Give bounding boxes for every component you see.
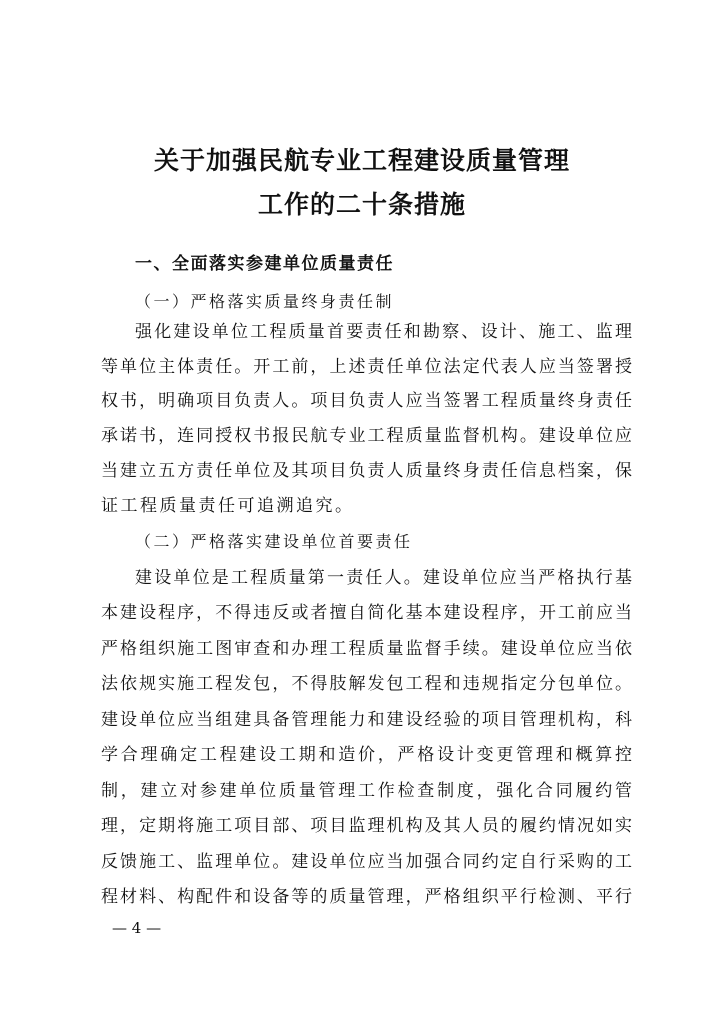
paragraph-line: 理，定期将施工项目部、项目监理机构及其人员的履约情况如实 [101, 816, 632, 836]
paragraph-line: 权书，明确项目负责人。项目负责人应当签署工程质量终身责任 [101, 391, 632, 411]
document-title-line-2: 工作的二十条措施 [257, 190, 466, 219]
paragraph-line: 反馈施工、监理单位。建设单位应当加强合同约定自行采购的工 [101, 852, 632, 872]
paragraph-line: 证工程质量责任可追溯追究。 [101, 496, 355, 516]
paragraph-line: 制，建立对参建单位质量管理工作检查制度，强化合同履约管 [101, 781, 632, 801]
paragraph-line: 严格组织施工图审查和办理工程质量监督手续。建设单位应当依 [101, 639, 632, 659]
item-heading-1: （一）严格落实质量终身责任制 [135, 292, 395, 311]
paragraph-line: 等单位主体责任。开工前，上述责任单位法定代表人应当签署授 [101, 357, 632, 377]
paragraph-line: 法依规实施工程发包，不得肢解发包工程和违规指定分包单位。 [101, 674, 632, 694]
paragraph-line: 当建立五方责任单位及其项目负责人质量终身责任信息档案，保 [101, 461, 632, 481]
section-heading: 一、全面落实参建单位质量责任 [135, 254, 394, 274]
item-heading-2: （二）严格落实建设单位首要责任 [135, 532, 413, 551]
paragraph-line: 建设单位应当组建具备管理能力和建设经验的项目管理机构，科 [101, 710, 632, 730]
paragraph-line: 学合理确定工程建设工期和造价，严格设计变更管理和概算控 [101, 745, 632, 765]
paragraph-line: 建设单位是工程质量第一责任人。建设单位应当严格执行基 [135, 568, 632, 588]
document-title-line-1: 关于加强民航专业工程建设质量管理 [153, 146, 570, 175]
paragraph-line: 强化建设单位工程质量首要责任和勘察、设计、施工、监理 [135, 322, 632, 342]
paragraph-line: 本建设程序，不得违反或者擅自简化基本建设程序，开工前应当 [101, 603, 632, 623]
paragraph-line: 程材料、构配件和设备等的质量管理，严格组织平行检测、平行 [101, 887, 632, 907]
paragraph-line: 承诺书，连同授权书报民航专业工程质量监督机构。建设单位应 [101, 426, 632, 446]
page-number: — 4 — [112, 919, 162, 937]
